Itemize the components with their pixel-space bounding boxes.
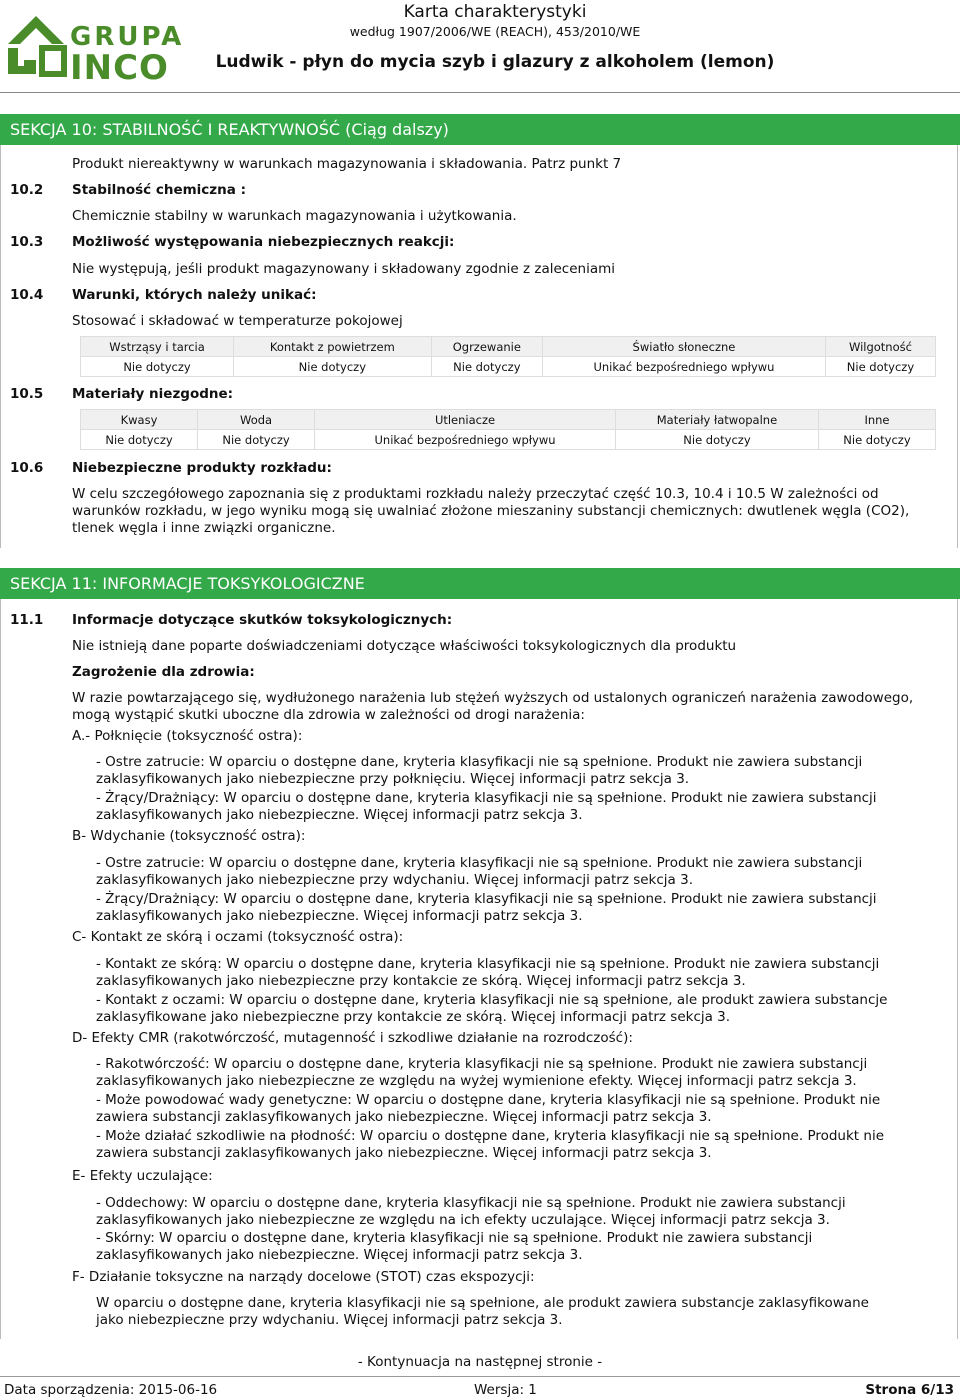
table-cell: Nie dotyczy (234, 357, 432, 377)
table-cell: Nie dotyczy (81, 430, 198, 450)
table-cell: Unikać bezpośredniego wpływu (543, 357, 826, 377)
table-cell: Unikać bezpośredniego wpływu (315, 430, 616, 450)
hazard-category-a: A.- Połknięcie (toksyczność ostra): (72, 728, 303, 744)
product-name: Ludwik - płyn do mycia szyb i glazury z alkoholem (lemon) (215, 52, 775, 72)
table-row (81, 430, 936, 450)
hazard-item: - Ostre zatrucie: W oparciu o dostępne dane, kryteria klasyfikacji nie są spełnione. Produkt nie zawiera substancji zaklasyfikowanych jako niebezpieczne przy wdychaniu. Więcej informacji patrz sekcja 3. (96, 855, 863, 888)
subsection-heading: Materiały niezgodne: (72, 386, 234, 402)
table-header-cell: Ogrzewanie (431, 337, 542, 357)
subsection-number: 10.4 (10, 287, 44, 303)
continuation-note: - Kontynuacja na następnej stronie - (357, 1354, 603, 1370)
subsection-text: Nie istnieją dane poparte doświadczeniami dotyczące właściwości toksykologicznych dla produktu (72, 638, 737, 654)
hazard-item: - Skórny: W oparciu o dostępne dane, kryteria klasyfikacji nie są spełnione. Produkt nie zawiera substancji zaklasyfikowanych jako niebezpieczne. Więcej informacji patrz sekcja 3. (96, 1230, 813, 1263)
hazard-item: - Żrący/Drażniący: W oparciu o dostępne dane, kryteria klasyfikacji nie są spełnione. Produkt nie zawiera substancji zaklasyfikowanych jako niebezpieczne. Więcej informacji patrz sekcja 3. (96, 891, 877, 924)
health-hazard-text: W razie powtarzającego się, wydłużonego narażenia lub stężeń wyższych od ustalonych ograniczeń narażenia zawodowego, mogą wystąpić skutki uboczne dla zdrowia w zależności od drogi narażenia: (72, 690, 914, 723)
section-border-left (0, 145, 1, 548)
table-header-cell: Inne (818, 410, 935, 430)
table-header-cell: Wstrząsy i tarcia (81, 337, 234, 357)
subsection-number: 10.6 (10, 460, 44, 476)
subsection-number: 10.5 (10, 386, 44, 402)
header-divider (0, 92, 960, 93)
hazard-item: - Rakotwórczość: W oparciu o dostępne dane, kryteria klasyfikacji nie są spełnione. Produkt nie zawiera substancji zaklasyfikowanych jako niebezpieczne ze względu na wyżej wymienione efekty. Więcej informacji patrz sekcja 3. (96, 1056, 868, 1089)
table-cell: Nie dotyczy (198, 430, 315, 450)
conditions-to-avoid-table (80, 336, 936, 377)
section-border-left (0, 599, 1, 1339)
table-header-row (81, 337, 936, 357)
table-header-cell: Kwasy (81, 410, 198, 430)
hazard-item: - Oddechowy: W oparciu o dostępne dane, kryteria klasyfikacji nie są spełnione. Produkt nie zawiera substancji zaklasyfikowanych jako niebezpieczne ze względu na ich efekty uczulające. Więcej informacji patrz sekcja 3. (96, 1195, 846, 1228)
section-border-right (957, 145, 958, 548)
table-header-cell: Wilgotność (825, 337, 935, 357)
subsection-number: 11.1 (10, 612, 44, 628)
preparation-date: Data sporządzenia: 2015-06-16 (4, 1382, 218, 1398)
page-number: Strona 6/13 (865, 1382, 954, 1398)
hazard-item: - Kontakt ze skórą: W oparciu o dostępne dane, kryteria klasyfikacji nie są spełnione. Produkt nie zawiera substancji zaklasyfikowanych jako niebezpieczne przy kontakcie ze skórą. Więcej informacji patrz sekcja 3. (96, 956, 880, 989)
hazard-category-c: C- Kontakt ze skórą i oczami (toksyczność ostra): (72, 929, 404, 945)
decomposition-products-text: W celu szczegółowego zapoznania się z produktami rozkładu należy przeczytać część 10.3, 10.4 i 10.5 W zależności od warunków rozkładu, w jego wyniku mogą się uwalniać złożone mieszaniny substancji chemicznych: dwutlenek węgla (CO2), tlenek węgla i inne związki organiczne. (72, 486, 910, 536)
subsection-heading: Stabilność chemiczna : (72, 182, 246, 198)
subsection-heading: Niebezpieczne produkty rozkładu: (72, 460, 332, 476)
logo-text-inco: INCO (70, 48, 169, 88)
table-cell: Nie dotyczy (615, 430, 818, 450)
table-header-cell: Woda (198, 410, 315, 430)
table-row (81, 357, 936, 377)
table-header-row (81, 410, 936, 430)
subsection-number: 10.2 (10, 182, 44, 198)
subsection-number: 10.3 (10, 234, 44, 250)
table-header-cell: Kontakt z powietrzem (234, 337, 432, 357)
hazard-item: W oparciu o dostępne dane, kryteria klasyfikacji nie są spełnione, ale produkt zawiera substancje zaklasyfikowane jako niebezpieczne przy wdychaniu. Więcej informacji patrz sekcja 3. (96, 1295, 869, 1328)
regulation-reference: według 1907/2006/WE (REACH), 453/2010/WE (349, 24, 641, 39)
subsection-heading: Możliwość występowania niebezpiecznych reakcji: (72, 234, 455, 250)
section-10-title: SEKCJA 10: STABILNOŚĆ I REAKTYWNOŚĆ (Ciąg dalszy) (0, 114, 960, 145)
incompatible-materials-table (80, 409, 936, 450)
table-header-cell: Światło słoneczne (543, 337, 826, 357)
subsection-heading: Warunki, których należy unikać: (72, 287, 317, 303)
hazard-category-d: D- Efekty CMR (rakotwórczość, mutagenność i szkodliwe działanie na rozrodczość): (72, 1030, 633, 1046)
subsection-text: Chemicznie stabilny w warunkach magazynowania i użytkowania. (72, 208, 517, 224)
hazard-item: - Może działać szkodliwie na płodność: W oparciu o dostępne dane, kryteria klasyfikacji nie są spełnione. Produkt nie zawiera substancji zaklasyfikowanych jako niebezpieczne. Więcej informacji patrz sekcja 3. (96, 1128, 885, 1161)
table-header-cell: Utleniacze (315, 410, 616, 430)
subsection-text: Stosować i składować w temperaturze pokojowej (72, 313, 403, 329)
subsection-text: Nie występują, jeśli produkt magazynowany i składowany zgodnie z zaleceniami (72, 261, 616, 277)
hazard-category-e: E- Efekty uczulające: (72, 1168, 213, 1184)
version-label: Wersja: 1 (474, 1382, 537, 1398)
table-header-cell: Materiały łatwopalne (615, 410, 818, 430)
table-cell: Nie dotyczy (825, 357, 935, 377)
hazard-item: - Kontakt z oczami: W oparciu o dostępne dane, kryteria klasyfikacji nie są spełnione, ale produkt zawiera substancje zaklasyfikowane jako niebezpieczne przy kontakcie ze skórą. Więcej informacji patrz sekcja 3. (96, 992, 888, 1025)
document-header (0, 0, 960, 88)
table-cell: Nie dotyczy (818, 430, 935, 450)
footer-divider (0, 1376, 960, 1377)
hazard-item: - Żrący/Drażniący: W oparciu o dostępne dane, kryteria klasyfikacji nie są spełnione. Produkt nie zawiera substancji zaklasyfikowanych jako niebezpieczne. Więcej informacji patrz sekcja 3. (96, 790, 877, 823)
hazard-category-f: F- Działanie toksyczne na narządy docelowe (STOT) czas ekspozycji: (72, 1269, 535, 1285)
table-cell: Nie dotyczy (431, 357, 542, 377)
section-border-right (957, 599, 958, 1339)
health-hazard-heading: Zagrożenie dla zdrowia: (72, 664, 255, 680)
hazard-category-b: B- Wdychanie (toksyczność ostra): (72, 828, 306, 844)
table-cell: Nie dotyczy (81, 357, 234, 377)
hazard-item: - Ostre zatrucie: W oparciu o dostępne dane, kryteria klasyfikacji nie są spełnione. Produkt nie zawiera substancji zaklasyfikowanych jako niebezpieczne przy połknięciu. Więcej informacji patrz sekcja 3. (96, 754, 863, 787)
section-11-title: SEKCJA 11: INFORMACJE TOKSYKOLOGICZNE (0, 568, 960, 599)
hazard-item: - Może powodować wady genetyczne: W oparciu o dostępne dane, kryteria klasyfikacji nie są spełnione. Produkt nie zawiera substancji zaklasyfikowanych jako niebezpieczne. Więcej informacji patrz sekcja 3. (96, 1092, 881, 1125)
logo-text-grupa: GRUPA (70, 22, 185, 52)
document-title: Karta charakterystyki (403, 2, 587, 22)
subsection-heading: Informacje dotyczące skutków toksykologicznych: (72, 612, 453, 628)
section-10-intro: Produkt niereaktywny w warunkach magazynowania i składowania. Patrz punkt 7 (72, 156, 622, 172)
